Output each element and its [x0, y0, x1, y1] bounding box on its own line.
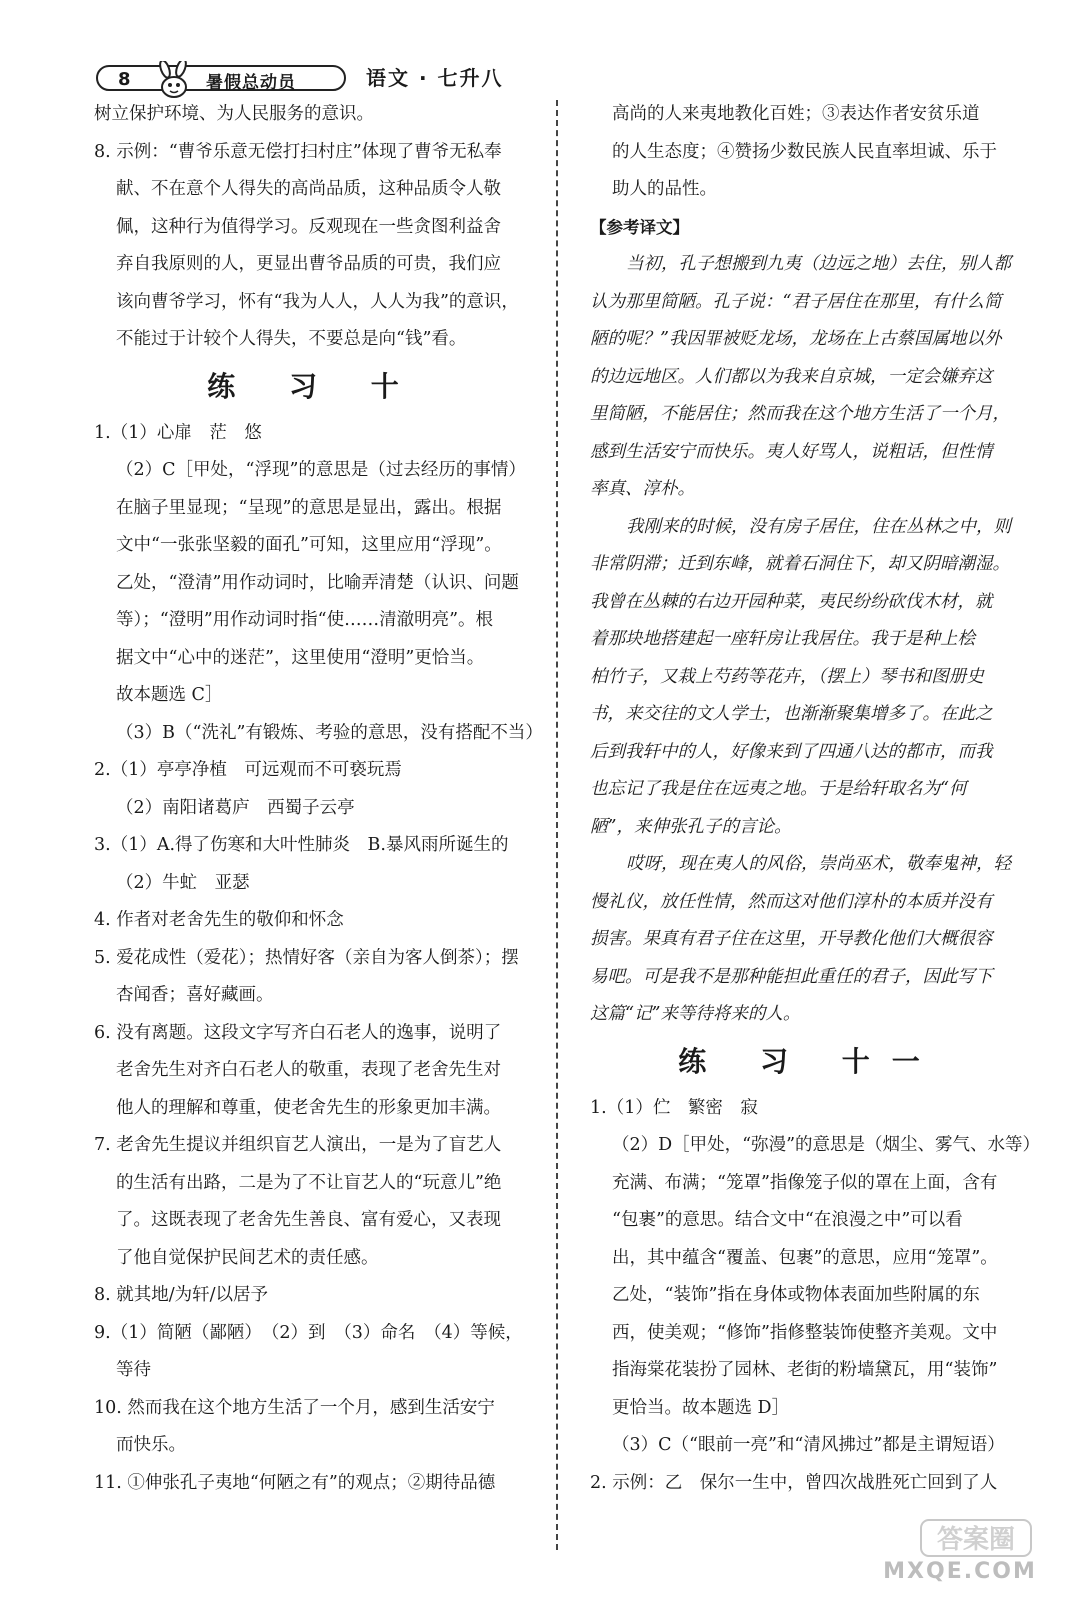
text-line: 了。这既表现了老舍先生善良、富有爱心，又表现	[116, 1210, 501, 1230]
text-line: 的生活有出路，二是为了不让盲艺人的“玩意儿”绝	[116, 1172, 502, 1193]
reference-translation-heading: 【参考译文】	[590, 217, 689, 237]
mascot-icon	[153, 61, 195, 101]
answer-subitem: （2）D［甲处，“弥漫”的意思是（烟尘、雾气、水等）	[612, 1135, 1041, 1155]
right-column	[590, 96, 1041, 1502]
text-line: 里简陋，不能居住；然而我在这个地方生活了一个月，	[590, 404, 1010, 424]
text-line: 非常阴滞；迁到东峰，就着石洞住下，却又阴暗潮湿。	[590, 554, 1010, 574]
translation-block	[590, 246, 1030, 1034]
text-line: 后到我轩中的人，好像来到了四通八达的都市，而我	[590, 741, 993, 762]
text-line: 等）；“澄明”用作动词时指“使……清澈明亮”。根	[116, 610, 494, 630]
answer-item: 2.（1）亭亭净植 可远观而不可亵玩焉	[94, 760, 402, 780]
text-line: 据文中“心中的迷茫”，这里使用“澄明”更恰当。	[116, 647, 485, 668]
text-line: 的边远地区。人们都以为我来自京城，一定会嫌弃这	[590, 366, 993, 387]
text-line: 树立保护环境、为人民服务的意识。	[94, 104, 374, 124]
text-line: 着那块地搭建起一座轩房让我居住。我于是种上桧	[590, 629, 975, 649]
answer-item: 9.（1）简陋（鄙陋） （2）到 （3）命名 （4）等候，	[94, 1322, 523, 1343]
text-line: 不能过于计较个人得失，不要总是向“钱”看。	[116, 329, 467, 349]
text-line: 助人的品性。	[612, 179, 717, 199]
header-badge	[96, 65, 346, 91]
text-line: 也忘记了我是住在远夷之地。于是给轩取名为“何	[590, 779, 967, 799]
watermark-url: MXQE.COM	[883, 1559, 1037, 1582]
text-line: 等待	[116, 1360, 151, 1380]
text-line: 西，使美观；“修饰”指修整装饰使整齐美观。文中	[612, 1322, 998, 1343]
text-line: 陋的呢？”我因罪被贬龙场，龙场在上古蔡国属地以外	[590, 329, 1002, 349]
text-line: 指海棠花装扮了园林、老街的粉墙黛瓦，用“装饰”	[612, 1360, 998, 1380]
text-line: 而快乐。	[116, 1435, 186, 1455]
text-line: 老舍先生对齐白石老人的敬重，表现了老舍先生对	[116, 1060, 501, 1080]
answer-subitem: （2）C［甲处，“浮现”的意思是（过去经历的事情）	[116, 460, 526, 480]
text-line: 书，来交往的文人学士，也渐渐聚集增多了。在此之	[590, 704, 993, 724]
text-line: 了他自觉保护民间艺术的责任感。	[116, 1247, 379, 1268]
watermark-logo-text: 答案圈	[936, 1525, 1016, 1555]
answer-subitem: （2）牛虻 亚瑟	[116, 872, 250, 893]
text-line: 故本题选 C］	[116, 685, 223, 705]
text-line: 高尚的人来夷地教化百姓；③表达作者安贫乐道	[612, 104, 980, 124]
page-number: 8	[118, 69, 131, 90]
answer-item: 2. 示例：乙 保尔一生中，曾四次战胜死亡回到了人	[590, 1472, 998, 1493]
text-line: 充满、布满；“笼罩”指像笼子似的罩在上面，含有	[612, 1172, 998, 1193]
subject-title: 语文 · 七升八	[366, 66, 504, 90]
answer-subitem: （3）B（“洗礼”有锻炼、考验的意思，没有搭配不当）	[116, 722, 543, 743]
answer-subitem: （2）南阳诸葛庐 西蜀子云亭	[116, 797, 355, 818]
column-divider	[556, 100, 558, 1550]
text-line: 损害。果真有君子住在这里，开导教化他们大概很容	[590, 929, 993, 949]
section-title: 练 习 十	[207, 369, 421, 403]
text-line: 认为那里简陋。孔子说：“君子居住在那里，有什么简	[590, 291, 1002, 312]
answer-item: 6. 没有离题。这段文字写齐白石老人的逸事，说明了	[94, 1022, 502, 1043]
text-line: 我刚来的时候，没有房子居住，住在丛林之中，则	[626, 516, 1011, 537]
text-line: 佩，这种行为值得学习。反观现在一些贪图利益舍	[116, 216, 501, 237]
text-line: 乙处，“澄清”用作动词时，比喻弄清楚（认识、问题	[116, 572, 519, 593]
text-line: 这篇“记”来等待将来的人。	[590, 1004, 801, 1024]
series-name: 暑假总动员	[206, 73, 296, 93]
text-line: 弃自我原则的人，更显出曹爷品质的可贵，我们应	[116, 254, 501, 274]
answer-item: 7. 老舍先生提议并组织盲艺人演出，一是为了盲艺人	[94, 1135, 502, 1155]
section-title: 练 习 十一	[678, 1044, 942, 1078]
text-line: 更恰当。故本题选 D］	[612, 1397, 790, 1418]
answer-item: 1.（1）伫 繁密 寂	[590, 1097, 758, 1118]
answer-item: 1.（1）心扉 茫 悠	[94, 422, 262, 443]
text-line: 乙处，“装饰”指在身体或物体表面加些附属的东	[612, 1285, 980, 1305]
answer-item: 4. 作者对老舍先生的敬仰和怀念	[94, 910, 344, 930]
answer-subitem: （3）C（“眼前一亮”和“清风拂过”都是主谓短语）	[612, 1435, 1005, 1455]
answer-item: 10. 然而我在这个地方生活了一个月，感到生活安宁	[94, 1397, 495, 1418]
text-line: 感到生活安宁而快乐。夷人好骂人，说粗话，但性情	[590, 441, 993, 462]
text-line: 该向曹爷学习，怀有“我为人人，人人为我”的意识，	[116, 291, 519, 312]
text-line: 杏闻香；喜好藏画。	[116, 985, 274, 1005]
text-line: 易吧。可是我不是那种能担此重任的君子，因此写下	[590, 966, 993, 987]
text-line: 他人的理解和尊重，使老舍先生的形象更加丰满。	[116, 1097, 501, 1118]
text-line: 文中“一张张坚毅的面孔”可知，这里应用“浮现”。	[116, 535, 502, 555]
text-line: 柏竹子，又栽上芍药等花卉，（摆上）琴书和图册史	[590, 666, 984, 687]
text-line: 的人生态度；④赞扬少数民族人民直率坦诚、乐于	[612, 141, 997, 162]
answer-item: 3.（1）A.得了伤寒和大叶性肺炎 B.暴风雨所诞生的	[94, 835, 509, 855]
answer-item: 11. ①伸张孔子夷地“何陋之有”的观点；②期待品德	[94, 1472, 496, 1493]
text-line: 我曾在丛棘的右边开园种菜，夷民纷纷砍伐木材，就	[590, 591, 993, 612]
text-line: 慢礼仪，放任性情，然而这对他们淳朴的本质并没有	[590, 891, 993, 912]
text-line: 献、不在意个人得失的高尚品质，这种品质令人敬	[116, 179, 501, 199]
text-line: 出，其中蕴含“覆盖、包裹”的意思，应用“笼罩”。	[612, 1247, 998, 1268]
text-line: “包裹”的意思。结合文中“在浪漫之中”可以看	[612, 1210, 963, 1230]
answer-item: 5. 爱花成性（爱花）；热情好客（亲自为客人倒茶）；摆	[94, 947, 519, 968]
answer-item: 8. 就其地/为轩/以居予	[94, 1285, 269, 1305]
left-column	[94, 96, 543, 1502]
text-line: 陋”，来伸张孔子的言论。	[590, 816, 792, 837]
text-line: 在脑子里显现；“呈现”的意思是显出，露出。根据	[116, 497, 502, 518]
watermark-logo	[881, 1518, 1039, 1582]
text-line: 当初，孔子想搬到九夷（边远之地）去住，别人都	[626, 254, 1011, 274]
text-line: 率真、淳朴。	[590, 479, 695, 499]
text-line: 哎呀，现在夷人的风俗，崇尚巫术，敬奉鬼神，轻	[626, 854, 1011, 874]
answer-item: 8. 示例：“曹爷乐意无偿打扫村庄”体现了曹爷无私奉	[94, 141, 502, 162]
page-header	[96, 62, 556, 96]
